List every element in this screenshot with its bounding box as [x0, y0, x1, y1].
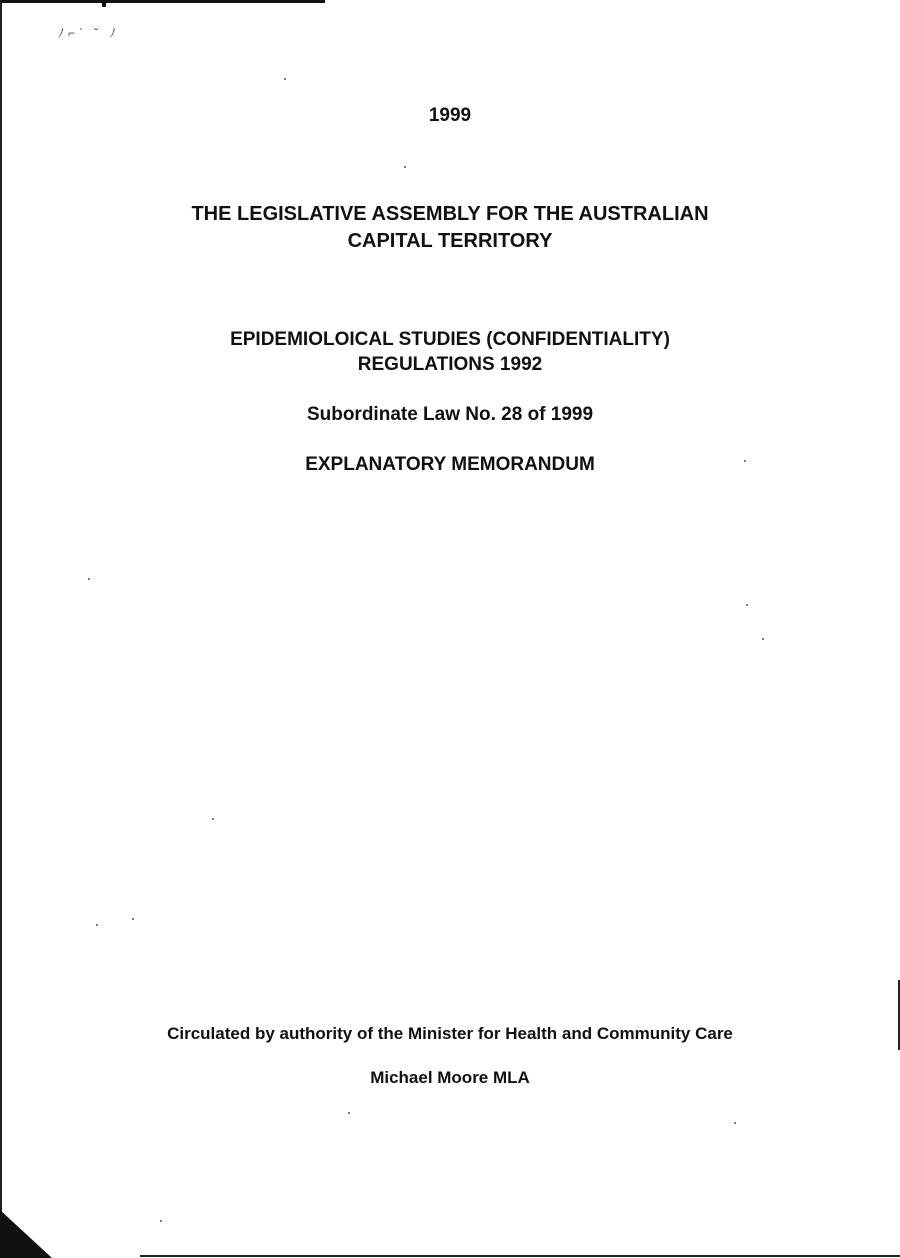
assembly-heading-line2: CAPITAL TERRITORY	[347, 230, 553, 252]
regulation-title-line1: EPIDEMIOLOICAL STUDIES (CONFIDENTIALITY)	[230, 329, 670, 350]
scan-edge-top	[0, 0, 325, 3]
scan-speck	[734, 1122, 736, 1124]
scan-speck	[212, 818, 214, 820]
scan-speck	[348, 1112, 350, 1114]
scan-speck	[746, 604, 748, 606]
assembly-heading-line1: THE LEGISLATIVE ASSEMBLY FOR THE AUSTRALIAN	[191, 203, 709, 225]
scan-speck	[96, 924, 98, 926]
minister-name: Michael Moore MLA	[370, 1068, 530, 1087]
subordinate-law-number: Subordinate Law No. 28 of 1999	[306, 404, 594, 425]
memorandum-heading: EXPLANATORY MEMORANDUM	[305, 454, 595, 475]
scan-speck	[762, 638, 764, 640]
handwritten-mark: ﾉ⌐ˋ ˘ ﾉ	[58, 26, 120, 40]
scan-speck	[404, 166, 406, 168]
scan-corner-mark	[0, 1210, 52, 1258]
document-year: 1999	[428, 105, 472, 126]
scan-speck	[284, 78, 286, 80]
scan-mark-top	[102, 0, 106, 7]
scan-edge-bottom	[140, 1255, 900, 1257]
circulation-authority: Circulated by authority of the Minister for Health and Community Care	[167, 1024, 733, 1043]
scan-speck	[160, 1220, 162, 1222]
scan-speck	[88, 578, 90, 580]
scan-speck	[132, 918, 134, 920]
regulation-title-line2: REGULATIONS 1992	[357, 354, 543, 375]
